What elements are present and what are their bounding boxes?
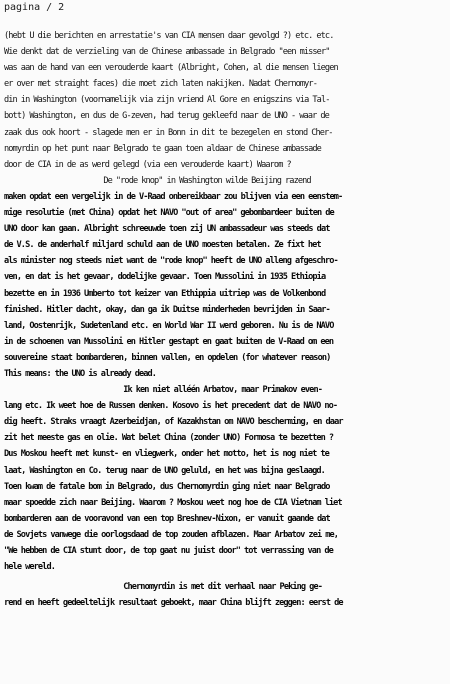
body-text bbox=[4, 28, 450, 611]
text-line: dig heeft. Straks vraagt Azerbeidjan, of Kazakhstan om NAVO bescherming, en daar bbox=[4, 417, 343, 428]
text-line: zit het meeste gas en olie. Wat belet China (zonder UNO) Formosa te bezetten ? bbox=[4, 433, 334, 444]
text-line: was aan de hand van een verouderde kaart (Albright, Cohen, al die mensen liegen bbox=[4, 63, 338, 74]
text-line: de V.S. de anderhalf miljard schuld aan de UNO moesten betalen. Ze fixt het bbox=[4, 240, 321, 251]
text-line: maken opdat een vergelijk in de V-Raad onbereikbaar zou blijven via een eenstem- bbox=[4, 191, 343, 202]
text-line: als minister nog steeds niet want de "rode knop" heeft de UNO alleng afgeschro- bbox=[4, 256, 338, 267]
text-line: (hebt U die berichten en arrestatie's van CIA mensen daar gevolgd ?) etc. etc. bbox=[4, 31, 334, 41]
text-line: bombarderen aan de vooravond van een top Breshnev-Nixon, er vanuit gaande dat bbox=[4, 513, 330, 524]
text-line: mige resolutie (met China) opdat het NAVO "out of area" gebombardeer buiten de bbox=[4, 208, 334, 219]
text-line: Toen kwam de fatale bom in Belgrado, dus Chernomyrdin ging niet naar Belgrado bbox=[4, 481, 330, 492]
text-line: land, Oostenrijk, Sudetenland etc. en World War II werd geboren. Nu is de NAVO bbox=[4, 320, 334, 331]
text-line: hele wereld. bbox=[4, 562, 55, 573]
text-line: rend en heeft gedeeltelijk resultaat geboekt, maar China blijft zeggen: eerst de bbox=[4, 598, 343, 609]
text-line: bezette en in 1936 Umberto tot keizer van Ethippia uitriep was de Volkenbond bbox=[4, 288, 326, 299]
text-line: This means: the UNO is already dead. bbox=[4, 368, 157, 379]
text-line: nomyrdin op het punt naar Belgrado te gaan toen aldaar de Chinese ambassade bbox=[4, 143, 321, 154]
text-line: ven, en dat is het gevaar, dodelijke gevaar. Toen Mussolini in 1935 Ethiopia bbox=[4, 272, 326, 283]
text-line: Wie denkt dat de verzieling van de Chinese ambassade in Belgrado "een misser" bbox=[4, 47, 330, 58]
text-line: "We hebben de CIA stunt door, de top gaat nu juist door" tot verrassing van de bbox=[4, 546, 333, 556]
text-line: Chernomyrdin is met dit verhaal naar Peking ge- bbox=[4, 582, 322, 593]
text-line: laat, Washington en Co. terug naar de UNO geluld, en het was bijna geslaagd. bbox=[4, 465, 325, 476]
text-line: maar spoedde zich naar Beijing. Waarom ? Moskou weet nog hoe de CIA Vietnam liet bbox=[4, 497, 342, 508]
text-line: door de CIA in de as werd gelegd (via een verouderde kaart) Waarom ? bbox=[4, 159, 291, 170]
text-line: de Sovjets vanwege die oorlogsdaad de top zouden afblazen. Maar Arbatov zei me, bbox=[4, 529, 339, 540]
text-line: zaak dus ook hoort - slagede men er in Bonn in dit te bezegelen en stond Cher- bbox=[4, 127, 333, 138]
text-line: lang etc. Ik weet hoe de Russen denken. Kosovo is het precedent dat de NAVO no- bbox=[4, 401, 338, 412]
text-line: in de schoenen van Mussolini en Hitler gestapt en gaat buiten de V-Raad om een bbox=[4, 336, 334, 347]
text-line: Dus Moskou heeft met kunst- en vliegwerk, onder het motto, het is nog niet te bbox=[4, 449, 329, 460]
text-line: er over met straight faces) die moet zich laten nakijken. Nadat Chernomyr- bbox=[4, 79, 317, 90]
text-line: bott) Washington, en dus de G-zeven, had terug gekleefd naar de UNO - waar de bbox=[4, 111, 329, 122]
text-line: De "rode knop" in Washington wilde Beijing razend bbox=[4, 175, 311, 186]
page-number: pagina / 2 bbox=[4, 2, 65, 13]
text-line: Ik ken niet alléén Arbatov, maar Primakov even- bbox=[4, 385, 322, 396]
text-line: din in Washington (voornamelijk via zijn vriend Al Gore en enigszins via Tal- bbox=[4, 95, 330, 106]
text-line: UNO door kan gaan. Albright schreeuwde toen zij UN ambassadeur was steeds dat bbox=[4, 224, 330, 235]
text-line: finished. Hitler dacht, okay, dan ga ik Duitse minderheden bevrijden in Saar- bbox=[4, 304, 330, 315]
text-line: souvereine staat bombarderen, binnen vallen, en opdelen (for whatever reason) bbox=[4, 352, 331, 363]
